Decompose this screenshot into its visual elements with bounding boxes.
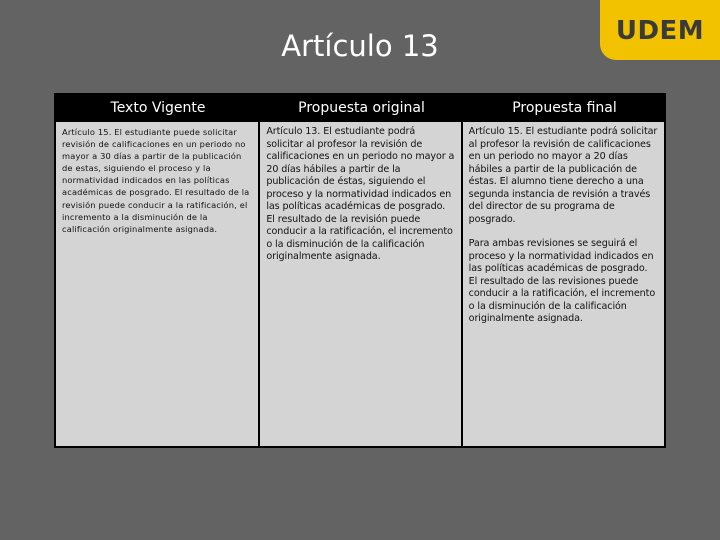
slide-title: Artículo 13 xyxy=(281,29,439,63)
header-final-proposal: Propuesta final xyxy=(512,99,617,116)
cell-original-proposal xyxy=(260,122,460,446)
header-original-proposal: Propuesta original xyxy=(298,99,425,116)
cell-current-text xyxy=(56,122,258,446)
table-body-row xyxy=(56,122,664,446)
current-text-paragraph: Artículo 15. El estudiante puede solicitar revisión de calificaciones en un periodo no mayor a 30 días a partir de la publicación de estas, siguiendo el proceso y la normatividad indicados en las políticas académicas de posgrado. El resultado de la revisión puede conducir a la ratificación, el incremento a la disminución de la calificación originalmente asignada. xyxy=(62,127,250,234)
final-proposal-paragraph-2: Para ambas revisiones se seguirá el proceso y la normatividad indicados en las políticas académicas de posgrado. El resultado de las revisiones puede conducir a la ratificación, el incremento o la disminución de la calificación originalmente asignada. xyxy=(468,238,656,324)
final-proposal-paragraph-1: Artículo 15. El estudiante podrá solicitar al profesor la revisión de calificaciones en un periodo no mayor a 20 días hábiles a partir de la publicación de éstas. El alumno tiene derecho a una segunda instancia de revisión a través del director de su programa de posgrado. xyxy=(468,126,658,225)
original-proposal-paragraph: Artículo 13. El estudiante podrá solicitar al profesor la revisión de calificaciones en un periodo no mayor a 20 días hábiles a partir de la publicación de éstas, siguiendo el proceso y la normatividad indicados en las políticas académicas de posgrado. El resultado de la revisión puede conducir a la ratificación, el incremento o la disminución de la calificación originalmente asignada. xyxy=(266,126,455,262)
table-header-row xyxy=(56,93,664,122)
cell-final-proposal xyxy=(463,122,664,446)
udem-logo: UDEM xyxy=(600,0,720,60)
comparison-table xyxy=(54,93,666,448)
header-current-text: Texto Vigente xyxy=(110,99,206,116)
